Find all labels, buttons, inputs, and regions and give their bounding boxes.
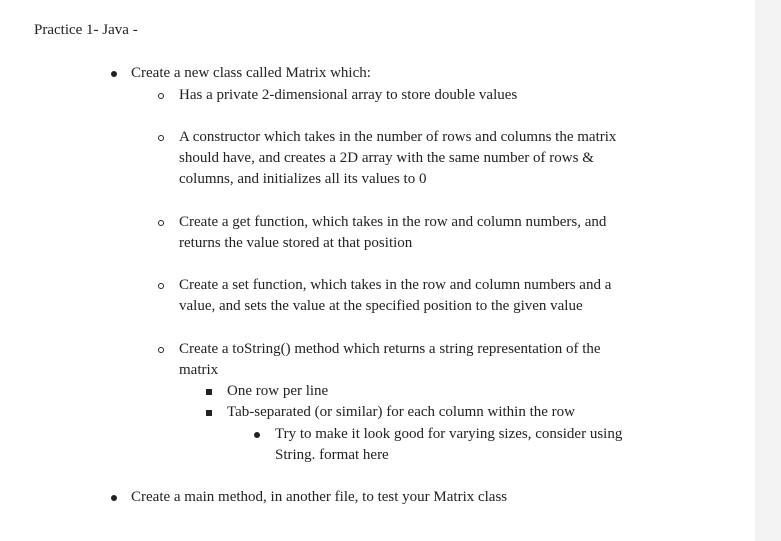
scrollbar[interactable] xyxy=(755,0,781,541)
list-item-text: columns, and initializes all its values to 0 xyxy=(179,171,427,187)
list-item-text: matrix xyxy=(179,362,219,378)
list-item-text: Create a get function, which takes in the row and column numbers, and xyxy=(179,214,607,230)
bullet-circle-icon xyxy=(155,275,167,296)
bullet-disc-icon xyxy=(251,424,263,445)
bullet-square-icon xyxy=(203,402,215,423)
list-item-text: Tab-separated (or similar) for each column within the row xyxy=(227,404,575,420)
list-item-text: String. format here xyxy=(275,447,389,463)
list-item-text: Try to make it look good for varying sizes, consider using xyxy=(275,426,623,442)
list-item-text: Create a toString() method which returns a string representation of the xyxy=(179,341,601,357)
bullet-square-icon xyxy=(203,381,215,402)
list-item-text: should have, and creates a 2D array with the same number of rows & xyxy=(179,150,594,166)
list-item-text: Has a private 2-dimensional array to store double values xyxy=(179,87,518,103)
bullet-disc-icon xyxy=(108,63,120,84)
list-item-text: A constructor which takes in the number of rows and columns the matrix xyxy=(179,129,617,145)
document-title: Practice 1- Java - xyxy=(34,22,138,38)
list-item-text: Create a main method, in another file, to test your Matrix class xyxy=(131,489,508,505)
list-item-text: Create a new class called Matrix which: xyxy=(131,65,371,81)
list-item-text: value, and sets the value at the specified position to the given value xyxy=(179,298,583,314)
bullet-circle-icon xyxy=(155,339,167,360)
bullet-circle-icon xyxy=(155,85,167,106)
bullet-circle-icon xyxy=(155,212,167,233)
list-item-text: returns the value stored at that position xyxy=(179,235,413,251)
bullet-disc-icon xyxy=(108,487,120,508)
list-item-text: Create a set function, which takes in the row and column numbers and a xyxy=(179,277,612,293)
bullet-circle-icon xyxy=(155,127,167,148)
list-item-text: One row per line xyxy=(227,383,329,399)
